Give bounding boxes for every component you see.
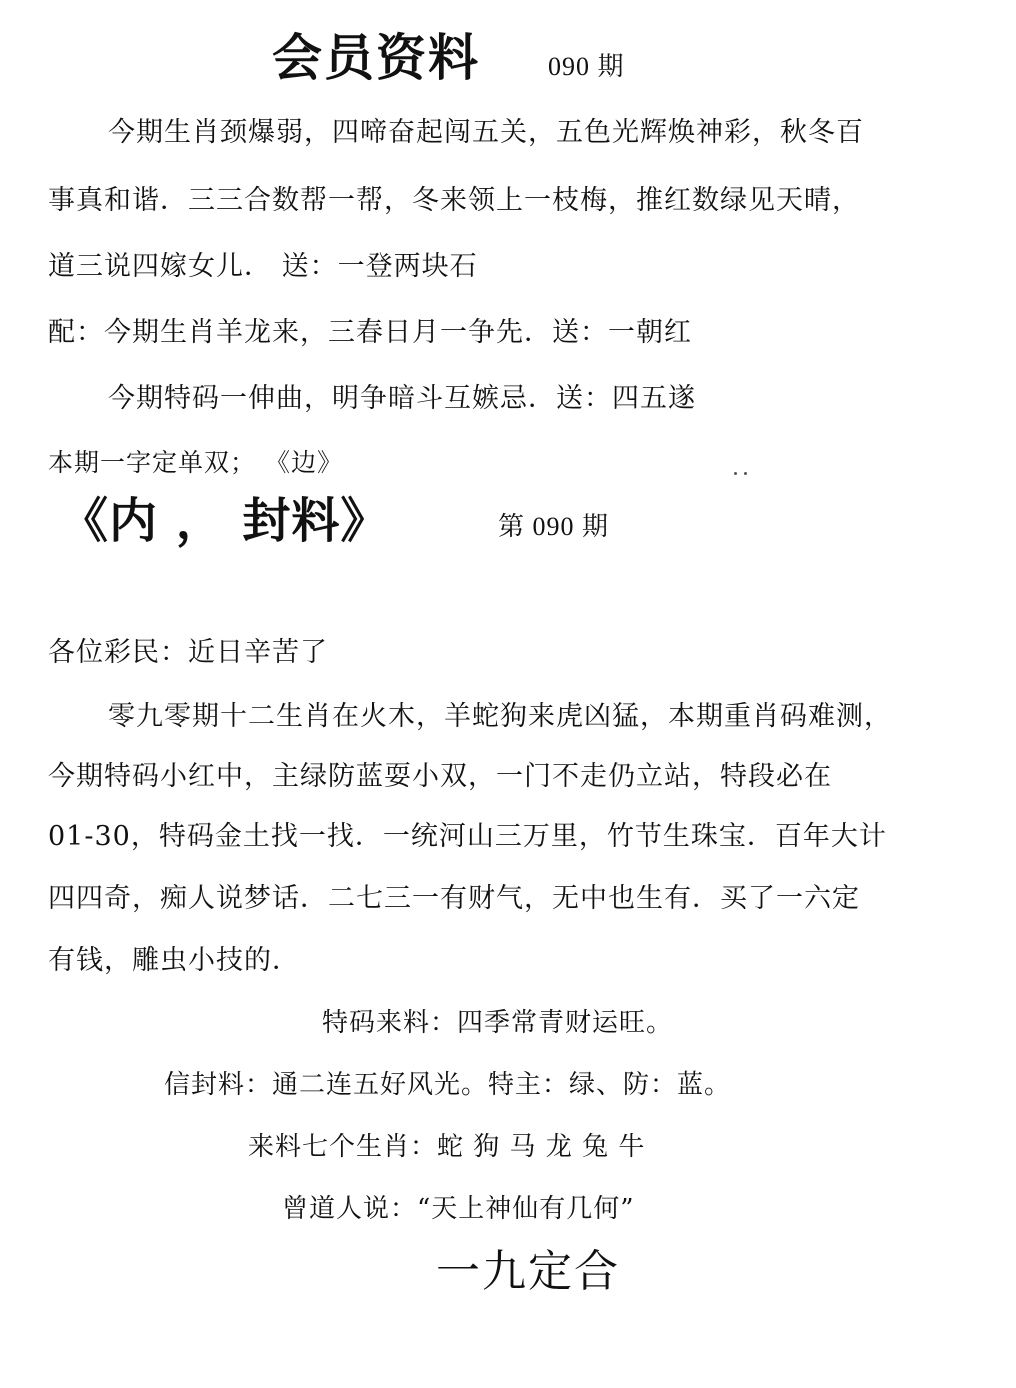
taoist-saying: 曾道人说：“天上神仙有几何”	[282, 1194, 635, 1224]
final-title: 一九定合	[436, 1246, 620, 1297]
speck	[734, 472, 737, 475]
member-paragraph-line-2: 事真和谐．三三合数帮一帮，冬来领上一枝梅，推红数绿见天晴，	[48, 185, 860, 216]
pei-line: 配：今期生肖羊龙来，三春日月一争先．送：一朝红	[48, 317, 692, 348]
seven-zodiacs: 来料七个生肖：蛇 狗 马 龙 兔 牛	[248, 1132, 646, 1162]
member-paragraph-line-1: 今期生肖颈爆弱，四啼奋起闯五关，五色光辉焕神彩，秋冬百	[108, 117, 864, 148]
member-issue: 090 期	[548, 52, 625, 81]
envelope-source: 信封料：通二连五好风光。特主：绿、防：蓝。	[164, 1070, 732, 1100]
inner-issue: 第 090 期	[498, 512, 610, 541]
main-paragraph-line-4: 四四奇，痴人说梦话．二七三一有财气，无中也生有．买了一六定	[48, 883, 860, 914]
main-paragraph-line-2: 今期特码小红中，主绿防蓝耍小双，一门不走仍立站，特段必在	[48, 761, 832, 792]
special-code-source: 特码来料：四季常青财运旺。	[322, 1008, 674, 1038]
member-paragraph-line-3: 道三说四嫁女儿． 送：一登两块石	[48, 251, 478, 282]
single-double-line: 本期一字定单双； 《边》	[48, 448, 343, 477]
special-line: 今期特码一伸曲，明争暗斗互嫉忌．送：四五遂	[108, 383, 696, 414]
greeting: 各位彩民：近日辛苦了	[48, 637, 328, 668]
speck	[744, 472, 747, 475]
main-paragraph-line-5: 有钱，雕虫小技的．	[48, 945, 300, 976]
main-paragraph-line-3: 01-30，特码金土找一找．一统河山三万里，竹节生珠宝．百年大计	[48, 821, 887, 852]
main-paragraph-line-1: 零九零期十二生肖在火木，羊蛇狗来虎凶猛，本期重肖码难测，	[108, 701, 892, 732]
inner-title: 《内 ， 封料》	[60, 493, 390, 549]
member-title: 会员资料	[272, 29, 480, 87]
